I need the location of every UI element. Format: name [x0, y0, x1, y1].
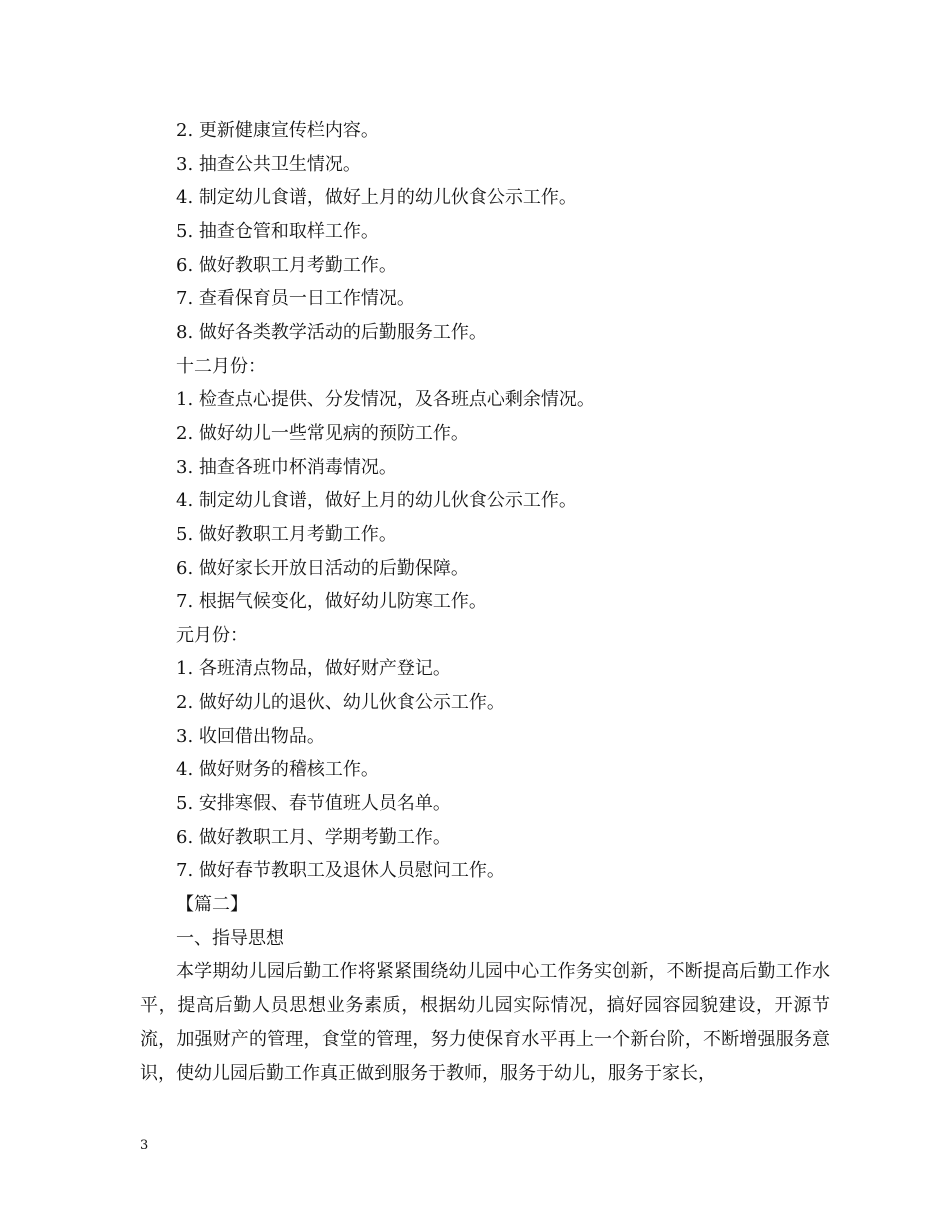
text-line: 2. 做好幼儿的退伙、幼儿伙食公示工作。: [176, 692, 505, 713]
text-line: 8. 做好各类教学活动的后勤服务工作。: [176, 322, 487, 343]
text-line: 6. 做好家长开放日活动的后勤保障。: [176, 558, 469, 579]
text-line: 5. 安排寒假、春节值班人员名单。: [176, 793, 451, 814]
text-line: 6. 做好教职工月考勤工作。: [176, 255, 397, 276]
text-line: 3. 抽查各班巾杯消毒情况。: [176, 457, 397, 478]
text-line: 3. 收回借出物品。: [176, 726, 325, 747]
text-line: 4. 制定幼儿食谱，做好上月的幼儿伙食公示工作。: [176, 490, 577, 511]
text-line: 3. 抽查公共卫生情况。: [176, 154, 361, 175]
text-line: 4. 制定幼儿食谱，做好上月的幼儿伙食公示工作。: [176, 187, 577, 208]
body-paragraph: 本学期幼儿园后勤工作将紧紧围绕幼儿园中心工作务实创新，不断提高后勤工作水平，提高后勤人员思想业务素质，根据幼儿园实际情况，搞好园容园貌建设，开源节流，加强财产的管理，食堂的管理，努力使保育水平再上一个新台阶，不断增强服务意识，使幼儿园后勤工作真正做到服务于教师，服务于幼儿，服务于家长，: [140, 961, 830, 1084]
text-line: 2. 更新健康宣传栏内容。: [176, 120, 379, 141]
text-line: 6. 做好教职工月、学期考勤工作。: [176, 827, 451, 848]
text-line: 4. 做好财务的稽核工作。: [176, 759, 379, 780]
section-heading: 一、指导思想: [176, 928, 284, 949]
text-line: 7. 查看保育员一日工作情况。: [176, 288, 415, 309]
page-number: 3: [140, 1138, 149, 1153]
text-line: 7. 做好春节教职工及退休人员慰问工作。: [176, 860, 505, 881]
section-heading: 十二月份：: [176, 356, 266, 377]
part-heading: 【篇二】: [176, 894, 248, 915]
text-line: 1. 检查点心提供、分发情况，及各班点心剩余情况。: [176, 389, 595, 410]
text-line: 5. 做好教职工月考勤工作。: [176, 524, 397, 545]
section-heading: 元月份：: [176, 625, 248, 646]
text-line: 1. 各班清点物品，做好财产登记。: [176, 658, 451, 679]
text-line: 5. 抽查仓管和取样工作。: [176, 221, 379, 242]
text-line: 2. 做好幼儿一些常见病的预防工作。: [176, 423, 469, 444]
text-line: 7. 根据气候变化，做好幼儿防寒工作。: [176, 591, 487, 612]
